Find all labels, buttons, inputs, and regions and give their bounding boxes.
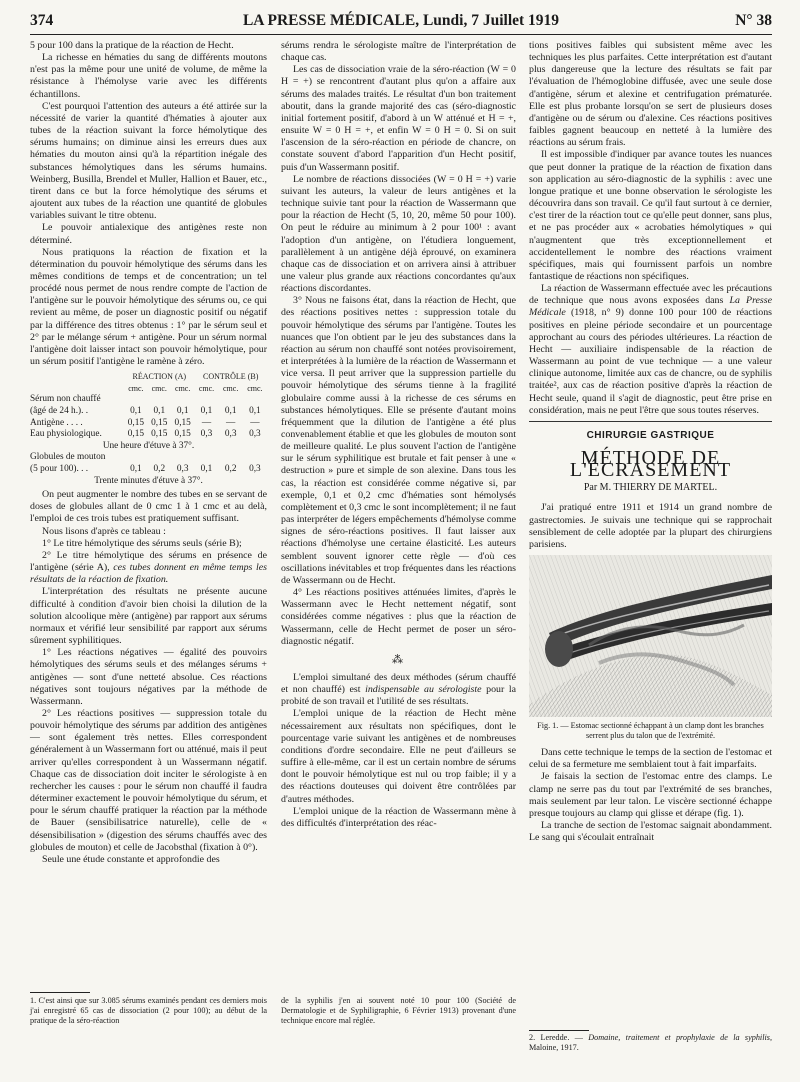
- paragraph: La tranche de section de l'estomac saignait abondamment. Le sang qui s'écoulait entraînait: [529, 820, 772, 844]
- footnote-rule: [529, 1030, 589, 1031]
- table-row: [30, 452, 267, 464]
- paragraph: Nous pratiquons la réaction de fixation et la détermination du pouvoir hémolytique des sérums dans les mêmes conditions de temps et de concentration; un tel procédé nous permet de nous rendre compte de l'action de l'antigène sur le pouvoir hémolytique des sérums ou, ce qui revient au même, de poser un diagnostic positif ou négatif par la différence des titres obtenus : 1° par le sérum seul et 2° par le mélange sérum + antigène. Pour un sérum normal l'antigène doit laisser intact son pouvoir hémolytique, pour un sérum positif l'antigène le ramène à zéro.: [30, 246, 267, 368]
- table-head-controle: CONTRÔLE (B): [203, 372, 259, 382]
- emphasis-text: ces tubes donnent en même temps les résultats de la réaction de fixation.: [30, 562, 268, 586]
- paragraph: Seule une étude constante et approfondie des: [42, 853, 220, 865]
- table-cell: —: [250, 417, 260, 428]
- paragraph: J'ai pratiqué entre 1911 et 1914 un grand nombre de gastrectomies. Je suivais une technique qui se rapprochait sensiblement de celle adoptée par la plupart des chirurgiens parisiens.: [529, 502, 772, 550]
- table-note-row: [30, 441, 267, 453]
- paragraph: 4° Les réactions positives atténuées limites, d'après le Wassermann avec le Hecht nettement négatif, sont considérées comme négatives : plus que la réaction de Wassermann, celle de Hecht permet de poser un séro-diagnostic négatif.: [281, 587, 516, 647]
- table-cell: 0,1: [153, 406, 166, 416]
- figure-clamp-illustration: [529, 555, 772, 717]
- journal-name: LA PRESSE MÉDICALE,: [242, 12, 420, 29]
- table-head-reaction: RÉACTION (A): [132, 372, 187, 382]
- table-cell: 0,3: [200, 429, 213, 440]
- paragraph: 1° Le titre hémolytique des sérums seuls (série B);: [42, 537, 242, 549]
- text-run: (1918, n° 9) donne 100 pour 100 de réactions positives en pleine période secondaire et un pourcentage approchant au cours des périodes ultérieures. La réaction de Hecht — auxiliaire indispensable de la réaction de Wassermann au point de vue technique — a une valeur clinique autonome, limitée aux cas de chancre, ou de syphilis traitée², aux cas de réaction positive d'après la réaction de Hecht seule, quand il s'agit de diagnostic, peut être prise en considération, mais ne peut l'être que sous toutes réserves.: [529, 307, 772, 416]
- table-note: Une heure d'étuve à 37°.: [102, 440, 195, 451]
- table-cell: 0,3: [176, 463, 189, 474]
- paragraph: [30, 550, 267, 586]
- section-rule: [529, 421, 772, 422]
- row-label: Antigène . . . .: [30, 417, 83, 428]
- table-cell: 0,15: [174, 417, 191, 428]
- table-cell: 0,3: [249, 429, 261, 440]
- column-2: [281, 40, 516, 990]
- table-cell: 0,15: [151, 417, 168, 428]
- paragraph: Le pouvoir antialexique des antigènes reste non déterminé.: [30, 222, 267, 246]
- table-cell: 0,15: [127, 417, 145, 428]
- table-cell: 0,3: [224, 429, 237, 440]
- row-label: Sérum non chauffé: [30, 394, 101, 405]
- table-cell: 0,1: [249, 406, 261, 416]
- unit-cell: cmc.: [198, 383, 215, 393]
- column-1: [30, 40, 267, 990]
- issue-date: Lundi, 7 Juillet 1919: [422, 12, 560, 29]
- paragraph: On peut augmenter le nombre des tubes en se servant de doses de globules allant de 0 cmc 1 à 1 cmc et au delà, l'emploi de ces trois tubes est pratiquement suffisant.: [30, 489, 267, 525]
- row-label: Globules de mouton: [30, 452, 106, 463]
- unit-cell: cmc.: [247, 383, 263, 393]
- paragraph: Le nombre de réactions dissociées (W = 0 H = +) varie suivant les auteurs, la valeur de leurs antigènes et la technique suivie tant pour la réaction de Wassermann que pour la réaction de Hecht (5, 10, 20, même 50 pour 100). On peut le réduire au minimum à 2 pour 100¹ : avant l'adoption d'un antigène, on l'étudiera longuement, parallèlement à un antigène déjà éprouvé, on examinera chaque cas de dissociation et on arrivera ainsi à attribuer une valeur plus grande aux réactions concordantes qu'aux réactions discordantes.: [281, 173, 516, 295]
- table-cell: 0,3: [249, 463, 261, 474]
- text-run: pour la probité de son travail et l'utilité de ses résultats.: [281, 684, 517, 708]
- table-row: [30, 406, 267, 418]
- unit-cell: cmc.: [175, 383, 191, 393]
- issue-number: N° 38: [735, 12, 772, 29]
- paragraph: 5 pour 100 dans la pratique de la réaction de Hecht.: [30, 40, 234, 51]
- paragraph: 2° Les réactions positives — suppression totale du pouvoir hémolytique des sérums par addition des antigènes — sont également très nettes. Elles correspondent généralement à un Wassermann fort ou atténué, mais il peut arriver qu'elles correspondent à un Wassermann négatif. Chaque cas de dissociation doit inciter le sérologiste à en rechercher les causes : pour le sérum non chauffé il faudra déterminer exactement le pouvoir hémolytique du sérum, et pour le sérum chauffé pratiquer la réaction par la méthode de Bauer (sensibilisatrice naturelle), celle de « désensibilisation » (digestion des sérums chauffés avec des globules de mouton) et celle de Jacobsthal (fixation à 0°).: [30, 707, 267, 853]
- unit-cell: cmc.: [223, 383, 239, 393]
- paragraph: Je faisais la section de l'estomac entre des clamps. Le clamp ne serre pas du tout par l'extrémité de ses branches, mais seulement par leur talon. Le viscère sectionné échappe presque toujours au clamp qui glisse et dérape (fig. 1).: [529, 771, 772, 819]
- table-note-row: [30, 476, 267, 488]
- article-byline: Par M. THIERRY DE MARTEL.: [583, 482, 718, 494]
- text-run: La réaction de Wassermann effectuée avec les précautions de technique que nous avons exposées dans: [529, 283, 772, 307]
- paragraph: [529, 283, 772, 417]
- section-heading: CHIRURGIE GASTRIQUE: [586, 429, 715, 441]
- article-title: MÉTHODE DE L'ÉCRASEMENT: [569, 447, 732, 482]
- clamp-engraving: [529, 555, 772, 717]
- paragraph: L'emploi unique de la réaction de Wassermann mène à des difficultés d'interprétation des réac-: [281, 805, 516, 829]
- paragraph: tions positives faibles qui subsistent même avec les techniques les plus parfaites. Cette interprétation est d'autant plus dangereuse que la lecture des résultats se fait par l'évaluation de l'hémoglobine diffusée, avec une seule dose d'antigène, sérum et alexine et centrifugation prématurée. Elle est plus probante lorsqu'on se sert de plusieurs doses d'antigène ou de sérum ou d'alexine. Ces réactions positives faibles gagnent beaucoup en netteté à la lumière des réactions au sérum frais.: [529, 40, 772, 149]
- paragraph: C'est pourquoi l'attention des auteurs a été attirée sur la nécessité de varier la quantité d'hématies à ajouter aux tubes de la réaction suivant la force hémolytique des sérums humains; on diminue ainsi les erreurs dues aux hématies du mouton ainsi qu'à la répartition inégale des substances hémolytiques dans les sérums humains. Weinberg, Busilla, Brendel et Muller, Hallion et Bauer, etc., tirent dans ce but la force hémolytique des sérums et ajoutent aux tubes de la réaction une quantité de globules variables suivant le titre obtenu.: [30, 100, 267, 222]
- emphasis-text: indispensable au sérologiste: [365, 684, 482, 696]
- table-cell: 0,1: [200, 406, 213, 416]
- table-cell: 0,2: [224, 463, 237, 474]
- table-cell: 0,1: [224, 406, 237, 416]
- table-note: Trente minutes d'étuve à 37°.: [94, 475, 203, 486]
- table-cell: 0,15: [127, 429, 145, 440]
- footnote-rule: [30, 992, 90, 993]
- paragraph: L'emploi unique de la réaction de Hecht mène nécessairement aux résultats non spécifiques, dont le pourcentage varie suivant les antigènes et de nombreuses conditions d'ordre secondaire. Elle ne peut d'ailleurs se suffire à elle-même, car il est un certain nombre de sérums dont le pouvoir hémolytique est nul ou trop faible; il y a des réactions douteuses qui doivent être contrôlées par d'autres méthodes.: [281, 708, 516, 805]
- unit-cell: cmc.: [128, 383, 144, 393]
- table-unit-row: [30, 383, 267, 395]
- table-cell: 0,15: [151, 429, 168, 440]
- unit-cell: cmc.: [151, 383, 167, 393]
- header-rule: [30, 34, 772, 35]
- table-cell: 0,1: [130, 463, 142, 474]
- paragraph: La richesse en hématies du sang de différents moutons n'est pas la même pour une unité de volume, de même la résistance à l'hémolyse varie avec les différents échantillons.: [30, 52, 267, 100]
- paragraph: Les cas de dissociation vraie de la séro-réaction (W = 0 H = +) se rencontrent d'autant plus qu'on a affaire aux sérums des malades traités. Le résultat d'un bon traitement aboutit, dans la grande majorité des cas (séro-diagnostic initial fortement positif, d'abord à un W atténué et H = +, ensuite W = 0 H = +, et enfin W = 0 H = 0. Si on suit l'ascension de la séro-réaction en période de chancre, on constate souvent d'abord l'apparition d'un Hecht positif, puis d'un Wassermann positif.: [281, 64, 516, 173]
- table-row: [30, 394, 267, 406]
- paragraph: L'interprétation des résultats ne présente aucune difficulté à condition d'avoir bien choisi la dilution de la solution alcoolique mère (antigène) par rapport aux sérums normaux et vérifié leur sensibilité par rapport aux sérums sûrement syphilitiques.: [30, 586, 267, 647]
- emphasis-text: Domaine, traitement et prophylaxie de la syphilis,: [588, 1033, 772, 1042]
- text-run: Maloine, 1917.: [529, 1043, 579, 1052]
- page-number: 374: [30, 12, 54, 29]
- column-3: [529, 40, 772, 1030]
- footnote-1: 1. C'est ainsi que sur 3.085 sérums examinés pendant ces derniers mois j'ai enregistré 65 cas de dissociation (2 pour 100); au début de la pratique de la séro-réaction: [30, 996, 267, 1025]
- text-run: 2° Le titre hémolytique des sérums en présence de l'antigène (série A),: [30, 549, 267, 574]
- table-cell: 0,1: [176, 406, 189, 416]
- table-header-row: [30, 371, 267, 383]
- table-row: [30, 464, 267, 476]
- section-separator: ⁂: [392, 653, 405, 666]
- text-run: L'emploi simultané des deux méthodes (sérum chauffé et non chauffé) est: [281, 671, 516, 696]
- running-title: [30, 12, 772, 30]
- table-row: [30, 429, 267, 441]
- table-cell: —: [201, 417, 212, 428]
- page-header: [30, 12, 772, 32]
- paragraph: 3° Nous ne faisons état, dans la réaction de Hecht, que des réactions positives nettes : suppression totale du pouvoir hémolytique des sérums par l'antigène. Toutes les nuances que l'on obtient par le jeu des substances dans la réaction au sérum non chauffé sont notées provisoirement, et interprétées à la lumière de la réaction de Wassermann et vice versa. Il peut arriver que la suppression partielle du pouvoir hémolytique des sérums tienne à la fragilité globulaire comme aussi à la richesse de ces sérums en substances hémolytiques. Elle se présente d'autant moins fréquemment que la dilution de l'antigène a été plus convenablement établie et que les globules de mouton sont de meilleure qualité. Le plus souvent l'action de l'antigène sur le sérum syphilitique est brutale et fait penser à une « destruction » pure et simple de son alexine. Dans tous les cas, la réaction est considérée comme négative si, par exemple, 0,1 et 0,2 cmc d'hématies sont hémolysés complètement et 0,3 cmc le sont incomplètement; il ne faut pas interpréter de légers empêchements d'hémolyse comme signes de séro-réactions positives. Il faut laisser aux réactions d'hémolyse une certaine élasticité. Les auteurs semblent souvent ignorer cette règle — d'où ces oscillations inévitables et trop fréquentes dans les réactions de Wassermann ou de Hecht.: [281, 295, 516, 586]
- paragraph: [281, 672, 516, 708]
- figure-caption: Fig. 1. — Estomac sectionné échappant à un clamp dont les branches serrent plus du talon que de l'extrémité.: [537, 721, 764, 741]
- footnote-2: [529, 1033, 772, 1053]
- table-cell: 0,2: [153, 463, 166, 474]
- table-cell: 0,15: [174, 429, 191, 440]
- paragraph: Dans cette technique le temps de la section de l'estomac et celui de sa fermeture me semblaient tout à fait imparfaits.: [529, 747, 772, 771]
- row-label: Eau physiologique.: [30, 429, 102, 440]
- row-label: (5 pour 100). . .: [30, 463, 89, 474]
- table-row: [30, 418, 267, 430]
- paragraph: 1° Les réactions négatives — égalité des pouvoirs hémolytiques des sérums seuls et des mélanges sérums + antigènes — sont d'une netteté absolue. Ces réactions négatives sont toujours négatives par la méthode de Wassermann.: [30, 647, 267, 707]
- table-cell: 0,1: [200, 463, 213, 474]
- footnote-1-continued: de la syphilis j'en ai souvent noté 10 pour 100 (Société de Dermatologie et de Syphiligraphie, 6 Février 1913) provenant d'une technique encore mal réglée.: [281, 996, 516, 1025]
- table-cell: —: [226, 417, 236, 428]
- text-run: 2. Leredde. —: [529, 1033, 589, 1042]
- paragraph: Il est impossible d'indiquer par avance toutes les nuances que peut donner la pratique de la réaction de fixation dans son application au séro-diagnostic de la syphilis : avec une longue pratique et une bonne observation le sérologiste les découvrira dans son travail. Ce qu'il faut surtout à ce dernier, c'est tirer de la réaction tout ce qu'elle peut donner, sans plus, et ne pas procéder aux « acrobaties hémolytiques » qui n'augmentent que très exceptionnellement et accidentellement le nombre des réactions vraiment spécifiques, mais qui fournissent parfois un nombre fantastique de réactions non spécifiques.: [529, 149, 772, 282]
- paragraph: sérums rendra le sérologiste maître de l'interprétation de chaque cas.: [281, 40, 516, 64]
- paragraph: Nous lisons d'après ce tableau :: [42, 525, 166, 537]
- emphasis-text: La Presse Médicale: [529, 295, 772, 319]
- table-cell: 0,1: [130, 406, 142, 416]
- reaction-table: [30, 371, 267, 487]
- row-label: (âgé de 24 h.). .: [30, 406, 89, 416]
